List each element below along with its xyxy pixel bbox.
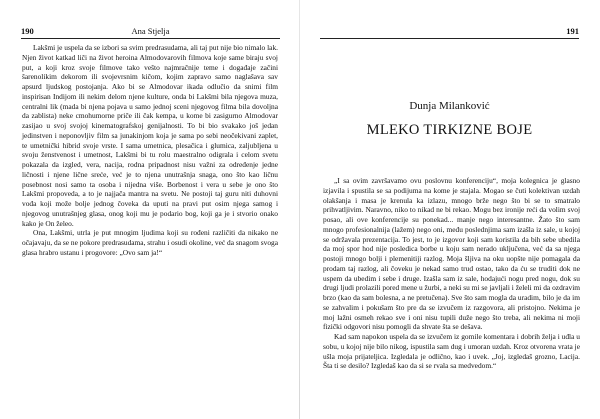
story-author: Dunja Milanković [409,100,490,112]
story-title: MLEKO TIRKIZNE BOJE [366,122,533,138]
right-paragraph-1: „I sa ovim završavamo ovu poslovnu konferenciju“, moja kolegnica je glasno izjavila i spustila se sa podijuma na kome je stajala. Mogao se čuti kolektivan uzdah olakšanja i masa je krenula ka izlazu, mnogo brže nego što bi se to smatralo prihvatljivim. Naravno, niko to nikad ne bi rekao. Mogu bez ironije reći da volim svoj posao, ali ove konferencije su ponekad... manje nego interesantne. Žato što sam mnogo profesionalnija (lažem) nego oni, među poslednjima sam izašla iz sale, u kojoj se održavala prezentacija. To jest, to je izgovor koji sam koristila da bih sebe ubedila da moj spor hod nije posledica borbe u koju sam nerado uključena, već da sa njega postoji mnogo bolji i plemenitiji razlog. Moja šljiva na oku uopšte nije pomagala da prodam taj razlog, ali čoveku je nekad samo trud ostao, tako da ću se truditi dok ne uspem da ubedim i sebe i druge. Izašla sam iz sale, hodajući nogu pred nogu, dok su drugi ljudi prolazili pored mene u žurbi, a neki su mi se javljali i želeli mi da ozdravim brzo (kao da sam bolesna, a ne pretučena). Sve što sam mogla da uradim, bilo je da im se zahvalim i pokušam što pre da se izvučem iz razgovora, ali pristojno. Nekima je moj lažni osmeh rekao sve i oni nisu tupili duže nego što treba, ali nekima ni moji fizički odgovori nisu pomogli da shvate šta se dešava. [323,176,580,332]
left-page-header [21,26,280,39]
left-page-body [22,43,278,258]
right-paragraph-2: Kad sam napokon uspela da se izvučem iz gomile komentara i dobrih želja i uđla u sobu, u kojoj nije bilo nikog, ispustila sam dug i umoran uzdah. Kroz otvorena vrata je ušla moja prijateljica. Izgledala je odlično, kao i uvek. „Joj, izgledaš grozno, Lacija. Šta ti se desilo? Izgledaš kao da si se rvala sa medvedom.“ [323,332,580,371]
right-page-header [320,26,579,39]
left-running-head: Ana Stjelja [131,26,170,36]
story-title-block [320,100,579,139]
left-paragraph-2: Ona, Lakšmi, utrla je put mnogim ljudima koji su rođeni različiti da nikako ne očajavaju, da se ne pokore predrasudama, strahu i osudi okoline, već da snagom svoga glasa hrabro ustanu i progovore: „Ovo sam ja!“ [22,228,278,257]
right-page-body [323,176,580,371]
right-page-number: 191 [566,26,579,36]
left-paragraph-1: Lakšmi je uspela da se izbori sa svim predrasudama, ali taj put nije bio nimalo lak. Njen život katkad liči na život heroina Almodovarovih filmova koje same biraju svoj put, a koji kroz svoje filmove tako vešto najmračnije teme i događaje začini šarenolikim dekorom ili svojevrsnim kičom, kojim zapravo samo naglašava sav apsurd ljudskog postojanja. Ako bi se Almodovar ikada odlučio da snimi film inspirisan Indijom ili nekim delom njene kulture, onda bi Lakšmi bila njegova muza, centralni lik (mada bi njena pojava u samo jednoj sceni njegovog filma bila dovoljna da zablista) neke cmohumorne priče ili čak kempa, u kome bi zasigurno Almodovar zasijao u svoj svojoj kinematografskoj genijalnosti. To bi bio svakako još jedan jedinstven i neponovljiv film sa junakinjom koja je sama po sebi neočekivani zaplet, te umetnički hibrid svoje vrste. I sama umetnica, plesačica i glumica, zaljubljena u svoju ženstvenost i umetnost, Lakšmi bi tu rolu maestralno odigrala i celom svetu pokazala da izgled, vera, nacija, rodna pripadnost nisu važni za određenje jedne ličnosti i njene lične sreće, već je to njena unutrašnja snaga, ono što kao ličnu posebnost nosi samo ta osoba i nijedna više. Borbenost i vera u sebe je ono što Lakšmi propoveda, a to je najjača mantra na svetu. Ne postoji taj guru niti duhovni vođa koji može bolje jednog čoveka da uputi na pravi put osim njega samog i njegovog unutrašnjeg glasa, onog koji mu je podario bog, koji ga je i stvorio onako kako je On želeo. [22,43,278,228]
left-page-number: 190 [21,26,34,36]
right-page [300,0,600,419]
